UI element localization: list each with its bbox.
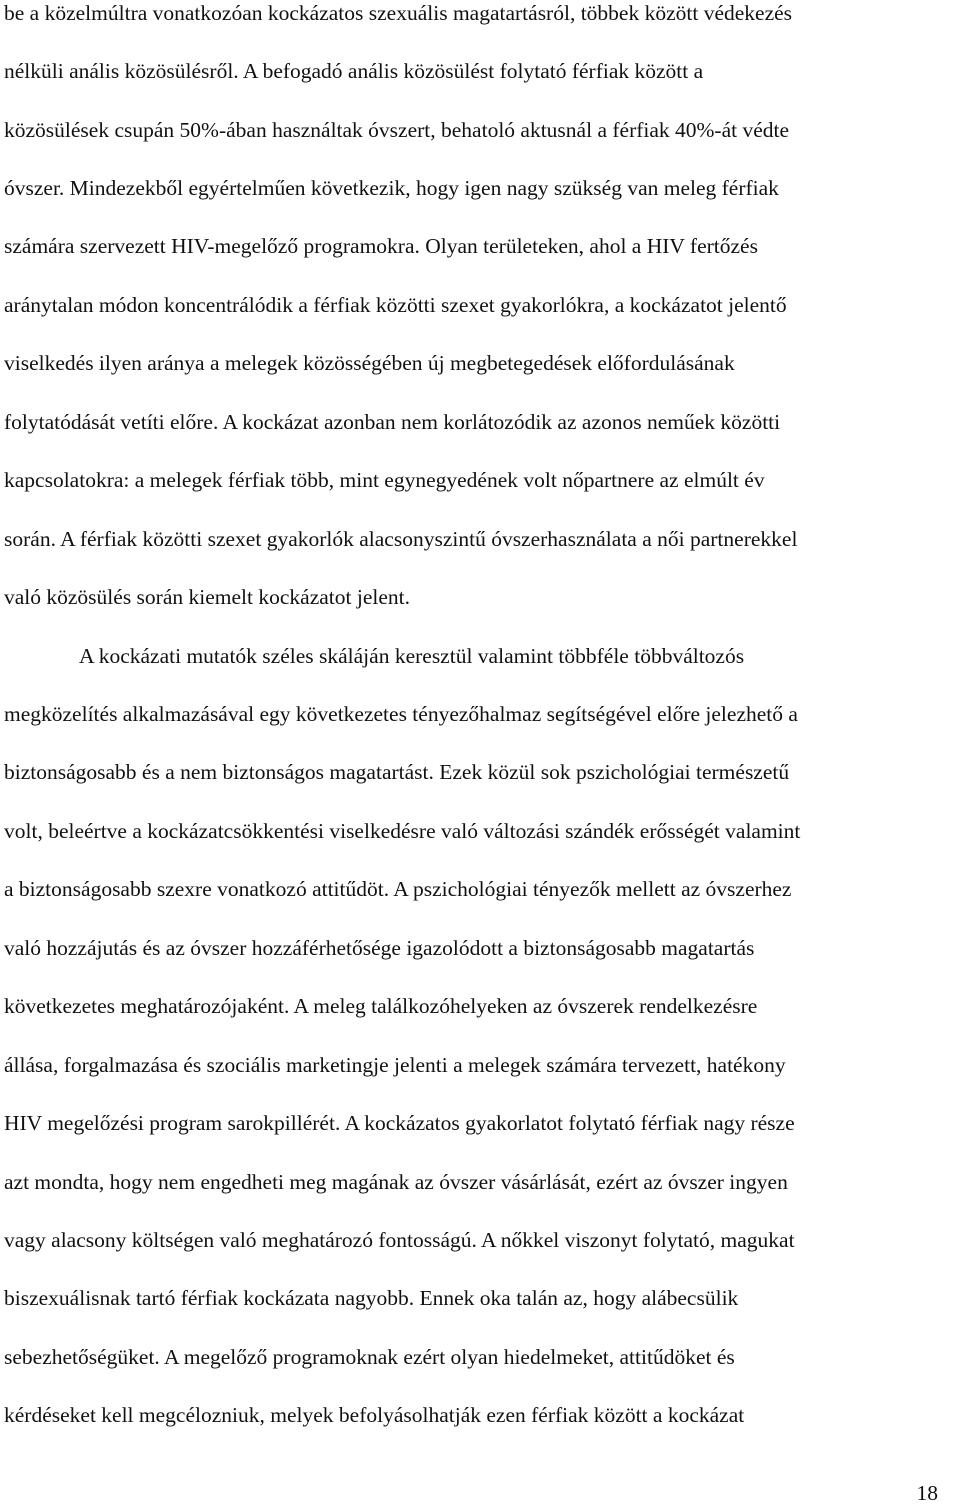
- paragraph-first-line: A kockázati mutatók széles skáláján keresztül valamint többféle többváltozós: [79, 644, 745, 668]
- text-line: számára szervezett HIV-megelőző programokra. Olyan területeken, ahol a HIV fertőzés: [4, 234, 758, 258]
- text-line: állása, forgalmazása és szociális marketingje jelenti a melegek számára tervezett, hatékony: [4, 1053, 786, 1077]
- text-line: nélküli anális közösülésről. A befogadó anális közösülést folytató férfiak között a: [4, 59, 704, 83]
- page-number: 18: [916, 1481, 938, 1505]
- text-line: be a közelmúltra vonatkozóan kockázatos szexuális magatartásról, többek között védekezés: [4, 1, 793, 25]
- text-line: során. A férfiak közötti szexet gyakorlók alacsonyszintű óvszerhasználata a női partnerekkel: [4, 527, 798, 551]
- text-line: HIV megelőzési program sarokpillérét. A kockázatos gyakorlatot folytató férfiak nagy része: [4, 1111, 795, 1135]
- text-line: sebezhetőségüket. A megelőző programoknak ezért olyan hiedelmeket, attitűdöket és: [4, 1345, 735, 1369]
- text-line: közösülések csupán 50%-ában használtak óvszert, behatoló aktusnál a férfiak 40%-át védte: [4, 118, 790, 142]
- text-line: azt mondta, hogy nem engedheti meg magának az óvszer vásárlását, ezért az óvszer ingyen: [4, 1170, 788, 1194]
- text-line: volt, beleértve a kockázatcsökkentési viselkedésre való változási szándék erősségét valamint: [4, 819, 801, 843]
- text-line: következetes meghatározójaként. A meleg találkozóhelyeken az óvszerek rendelkezésre: [4, 994, 758, 1018]
- text-line: viselkedés ilyen aránya a melegek közösségében új megbetegedések előfordulásának: [4, 351, 735, 375]
- text-line: megközelítés alkalmazásával egy következetes tényezőhalmaz segítségével előre jelezhető a: [4, 702, 798, 726]
- text-line: a biztonságosabb szexre vonatkozó attitűdöt. A pszichológiai tényezők mellett az óvszerhez: [4, 877, 792, 901]
- text-line: aránytalan módon koncentrálódik a férfiak közötti szexet gyakorlókra, a kockázatot jelentő: [4, 293, 787, 317]
- text-line: biszexuálisnak tartó férfiak kockázata nagyobb. Ennek oka talán az, hogy alábecsülik: [4, 1286, 739, 1310]
- text-line: óvszer. Mindezekből egyértelműen következik, hogy igen nagy szükség van meleg férfiak: [4, 176, 779, 200]
- text-line: való közösülés során kiemelt kockázatot jelent.: [4, 585, 410, 609]
- text-line: folytatódását vetíti előre. A kockázat azonban nem korlátozódik az azonos neműek közötti: [4, 410, 781, 434]
- text-line: biztonságosabb és a nem biztonságos magatartást. Ezek közül sok pszichológiai természetű: [4, 760, 790, 784]
- text-line: kapcsolatokra: a melegek férfiak több, mint egynegyedének volt nőpartnere az elmúlt év: [4, 468, 765, 492]
- text-line: való hozzájutás és az óvszer hozzáférhetősége igazolódott a biztonságosabb magatartás: [4, 936, 755, 960]
- text-line: vagy alacsony költségen való meghatározó fontosságú. A nőkkel viszonyt folytató, magukat: [4, 1228, 795, 1252]
- text-line: kérdéseket kell megcélozniuk, melyek befolyásolhatják ezen férfiak között a kockázat: [4, 1403, 745, 1427]
